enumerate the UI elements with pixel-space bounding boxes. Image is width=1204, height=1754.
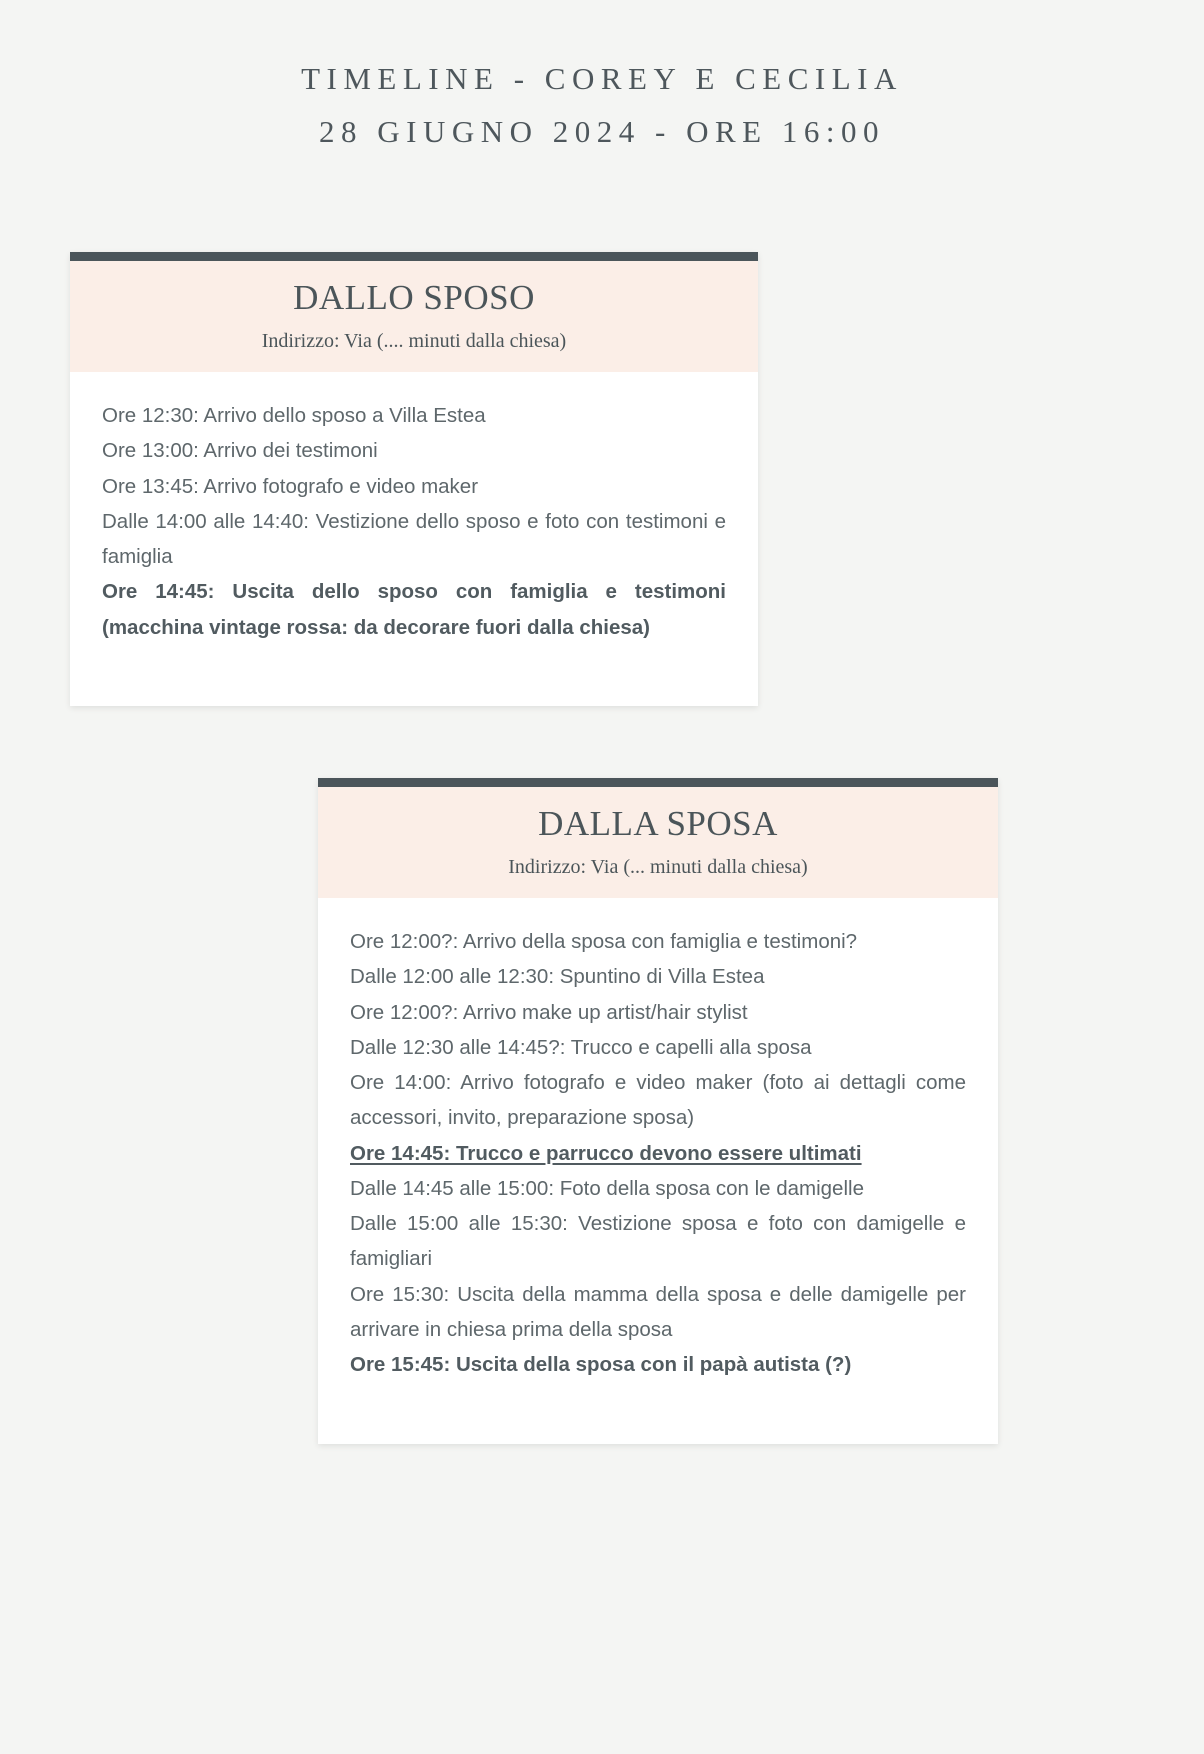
page-title-line-2: 28 GIUGNO 2024 - ORE 16:00 (319, 114, 885, 150)
page-title-line-1: TIMELINE - COREY E CECILIA (301, 61, 903, 96)
timeline-entry: Ore 15:45: Uscita della sposa con il papà autista (?) (350, 1353, 852, 1376)
timeline-entry: Dalle 15:00 alle 15:30: Vestizione sposa e foto con damigelle e famigliari (350, 1212, 966, 1271)
timeline-entry: Ore 14:00: Arrivo fotografo e video maker (foto ai dettagli come accessori, invito, preparazione sposa) (350, 1071, 966, 1130)
timeline-entry: Ore 13:45: Arrivo fotografo e video maker (102, 474, 479, 498)
page-title (0, 0, 1204, 159)
timeline-entry: Ore 12:00?: Arrivo della sposa con famiglia e testimoni? (350, 930, 858, 953)
card-address: Indirizzo: Via (.... minuti dalla chiesa) (261, 330, 567, 352)
card-title: DALLA SPOSA (538, 804, 778, 843)
timeline-entry: Dalle 14:00 alle 14:40: Vestizione dello sposo e foto con testimoni e famiglia (102, 509, 726, 568)
timeline-card-sposa (318, 778, 998, 1444)
timeline-entry: Ore 14:45: Trucco e parrucco devono essere ultimati (350, 1141, 862, 1165)
timeline-entry: Ore 12:30: Arrivo dello sposo a Villa Estea (102, 404, 486, 427)
timeline-entry: Dalle 12:30 alle 14:45?: Trucco e capelli alla sposa (350, 1035, 812, 1059)
timeline-entry: Ore 12:00?: Arrivo make up artist/hair stylist (350, 1000, 748, 1024)
timeline-entry: Dalle 12:00 alle 12:30: Spuntino di Villa Estea (350, 965, 765, 989)
timeline-entry: Ore 14:45: Uscita dello sposo con famiglia e testimoni (macchina vintage rossa: da decorare fuori dalla chiesa) (102, 580, 726, 639)
card-header-sposo (70, 261, 758, 372)
card-body-sposa (318, 898, 998, 1444)
card-accent-bar (318, 778, 998, 787)
card-body-sposo (70, 372, 758, 706)
timeline-card-sposo (70, 252, 758, 706)
card-header-sposa (318, 787, 998, 898)
card-address: Indirizzo: Via (... minuti dalla chiesa) (508, 856, 808, 878)
timeline-entry: Ore 15:30: Uscita della mamma della sposa e delle damigelle per arrivare in chiesa prima della sposa (350, 1282, 966, 1341)
card-title: DALLO SPOSO (293, 278, 535, 317)
timeline-entry: Ore 13:00: Arrivo dei testimoni (102, 439, 378, 463)
card-accent-bar (70, 252, 758, 261)
timeline-entry: Dalle 14:45 alle 15:00: Foto della sposa con le damigelle (350, 1176, 864, 1200)
